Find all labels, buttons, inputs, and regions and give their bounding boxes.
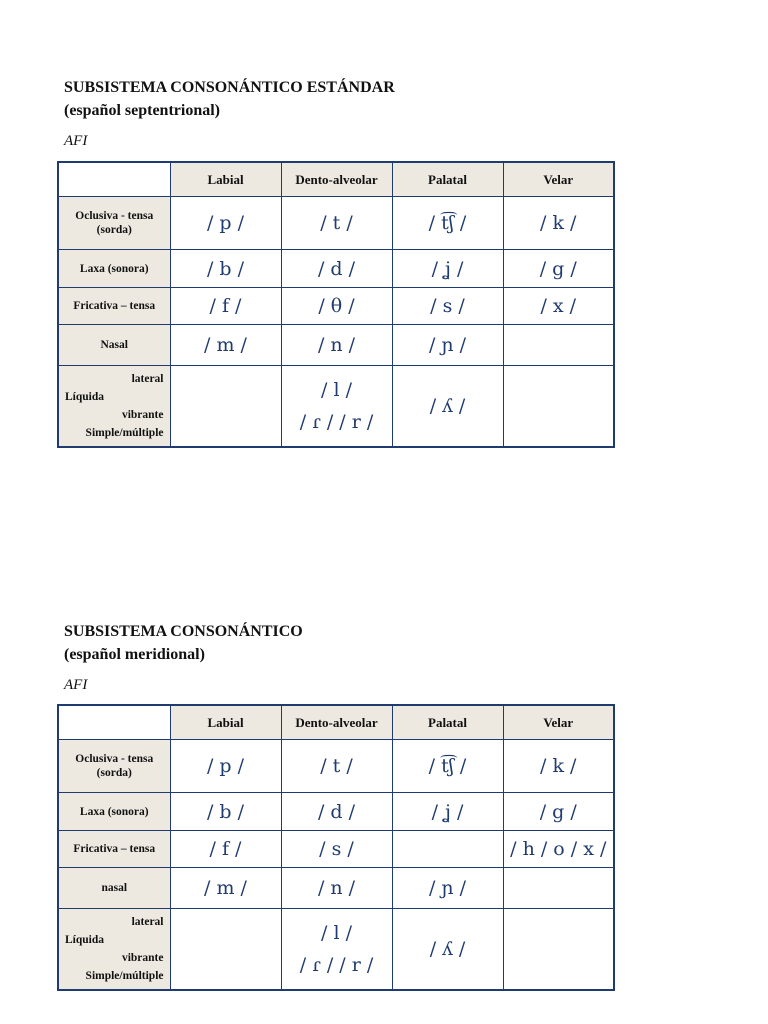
phoneme-cell: / h / o / x / <box>503 831 614 868</box>
col-header-palatal: Palatal <box>392 162 503 197</box>
phoneme-cell <box>503 909 614 991</box>
phoneme-cell-dento-liquida <box>281 366 392 448</box>
phoneme-cell: / d / <box>281 250 392 288</box>
table-row-fricativa <box>58 831 614 868</box>
col-header-dento-alveolar: Dento-alveolar <box>281 705 392 740</box>
phoneme-cell: / g / <box>503 250 614 288</box>
table-header-row <box>58 705 614 740</box>
phoneme-cell: / s / <box>392 288 503 325</box>
row-label-oclusiva <box>58 740 170 793</box>
row-label-line: Oclusiva - tensa <box>75 753 154 765</box>
section-estandar <box>64 76 395 151</box>
table-row-nasal <box>58 868 614 909</box>
table-row-oclusiva <box>58 197 614 250</box>
row-label-nasal: nasal <box>58 868 170 909</box>
phoneme-vibrante: / ɾ / / r / <box>299 411 374 433</box>
phoneme-cell: / ʎ / <box>392 366 503 448</box>
phoneme-cell: / m / <box>170 868 281 909</box>
table-row-liquida <box>58 909 614 991</box>
col-header-velar: Velar <box>503 162 614 197</box>
table-row-laxa <box>58 250 614 288</box>
phoneme-cell <box>170 366 281 448</box>
table-row-fricativa <box>58 288 614 325</box>
phoneme-cell: / ɲ / <box>392 868 503 909</box>
phoneme-cell: / ɲ / <box>392 325 503 366</box>
table-row-nasal <box>58 325 614 366</box>
phoneme-cell: / f / <box>170 831 281 868</box>
row-label-fricativa: Fricativa – tensa <box>58 831 170 868</box>
phoneme-cell: / k / <box>503 740 614 793</box>
row-label-line: (sorda) <box>96 767 132 779</box>
phoneme-cell: / t / <box>281 740 392 793</box>
row-label-line: Oclusiva - tensa <box>75 210 154 222</box>
section-subtitle: (español meridional) <box>64 646 205 663</box>
phoneme-cell: / x / <box>503 288 614 325</box>
row-label-liquida <box>58 909 170 991</box>
phoneme-cell: / ʝ / <box>392 250 503 288</box>
table-row-laxa <box>58 793 614 831</box>
section-title: SUBSISTEMA CONSONÁNTICO <box>64 623 303 640</box>
table-row-liquida <box>58 366 614 448</box>
phoneme-cell: / ʎ / <box>392 909 503 991</box>
phoneme-cell <box>503 325 614 366</box>
table-header-row <box>58 162 614 197</box>
phoneme-lateral: / l / <box>321 922 352 944</box>
label-liquida: Líquida <box>65 934 104 946</box>
phoneme-vibrante: / ɾ / / r / <box>299 954 374 976</box>
col-header-labial: Labial <box>170 705 281 740</box>
header-corner <box>58 162 170 197</box>
phoneme-cell <box>392 831 503 868</box>
phoneme-cell: / θ / <box>281 288 392 325</box>
label-lateral: lateral <box>131 916 164 928</box>
row-label-fricativa: Fricativa – tensa <box>58 288 170 325</box>
phoneme-cell: / p / <box>170 197 281 250</box>
header-corner <box>58 705 170 740</box>
label-vibrante: vibrante <box>121 952 164 964</box>
afi-label: AFI <box>64 677 88 693</box>
phoneme-cell: / b / <box>170 793 281 831</box>
label-simple-multiple: Simple/múltiple <box>85 427 164 439</box>
phoneme-lateral: / l / <box>321 379 352 401</box>
section-title: SUBSISTEMA CONSONÁNTICO ESTÁNDAR <box>64 79 395 96</box>
consonant-table-meridional <box>57 704 615 991</box>
section-subtitle: (español septentrional) <box>64 102 220 119</box>
phoneme-cell: / n / <box>281 868 392 909</box>
phoneme-cell <box>503 868 614 909</box>
phoneme-cell-dento-liquida <box>281 909 392 991</box>
consonant-table-estandar <box>57 161 615 448</box>
col-header-palatal: Palatal <box>392 705 503 740</box>
row-label-laxa: Laxa (sonora) <box>58 250 170 288</box>
row-label-liquida <box>58 366 170 448</box>
phoneme-cell: / k / <box>503 197 614 250</box>
phoneme-cell <box>503 366 614 448</box>
phoneme-cell: / t͡ʃ / <box>392 740 503 793</box>
col-header-dento-alveolar: Dento-alveolar <box>281 162 392 197</box>
label-lateral: lateral <box>131 373 164 385</box>
phoneme-cell: / f / <box>170 288 281 325</box>
phoneme-cell: / b / <box>170 250 281 288</box>
col-header-velar: Velar <box>503 705 614 740</box>
section-meridional <box>64 620 303 695</box>
phoneme-cell: / g / <box>503 793 614 831</box>
phoneme-cell: / n / <box>281 325 392 366</box>
phoneme-cell <box>170 909 281 991</box>
phoneme-cell: / p / <box>170 740 281 793</box>
table-row-oclusiva <box>58 740 614 793</box>
row-label-oclusiva <box>58 197 170 250</box>
phoneme-cell: / d / <box>281 793 392 831</box>
phoneme-cell: / s / <box>281 831 392 868</box>
label-simple-multiple: Simple/múltiple <box>85 970 164 982</box>
phoneme-cell: / ʝ / <box>392 793 503 831</box>
phoneme-cell: / m / <box>170 325 281 366</box>
phoneme-cell: / t / <box>281 197 392 250</box>
label-vibrante: vibrante <box>121 409 164 421</box>
row-label-line: (sorda) <box>96 224 132 236</box>
phoneme-cell: / t͡ʃ / <box>392 197 503 250</box>
afi-label: AFI <box>64 133 88 149</box>
label-liquida: Líquida <box>65 391 104 403</box>
row-label-laxa: Laxa (sonora) <box>58 793 170 831</box>
col-header-labial: Labial <box>170 162 281 197</box>
row-label-nasal: Nasal <box>58 325 170 366</box>
